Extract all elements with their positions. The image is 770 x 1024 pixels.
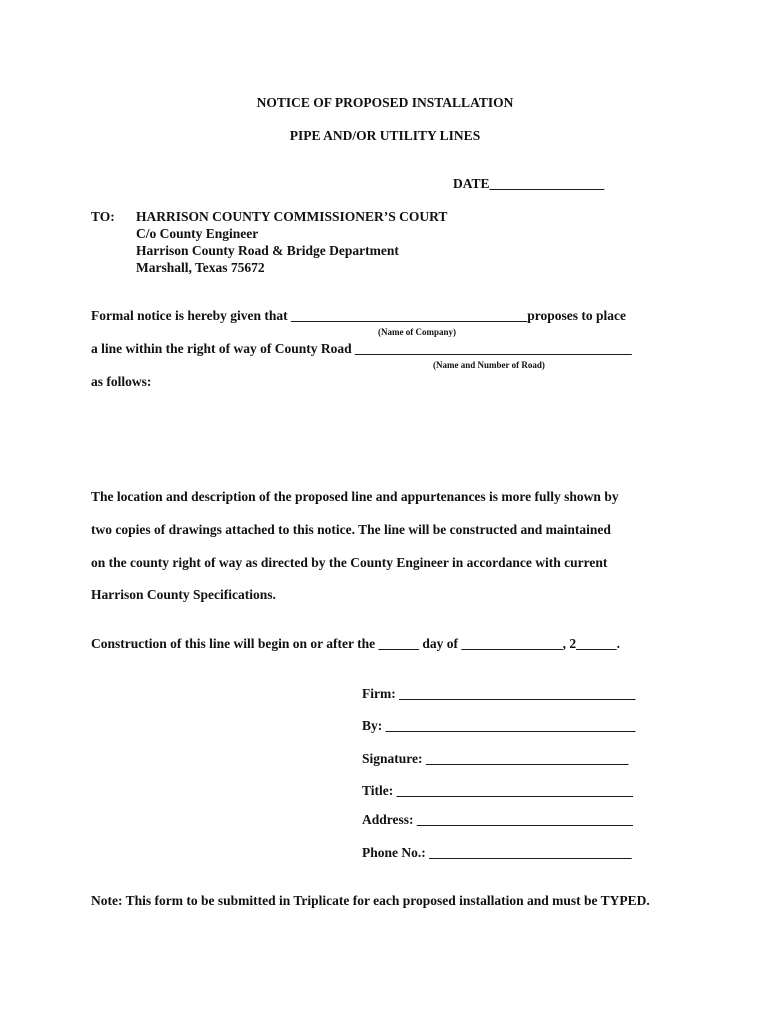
company-caption: (Name of Company) (378, 327, 456, 337)
form-subtitle: PIPE AND/OR UTILITY LINES (289, 128, 481, 143)
title-field: Title: ___________________________________ (362, 783, 633, 798)
address-field: Address: ________________________________ (362, 812, 633, 827)
construction-date-line: Construction of this line will begin on or after the ______ day of _______________, 2______. (91, 636, 621, 651)
addressee-line: HARRISON COUNTY COMMISSIONER’S COURT (136, 209, 448, 224)
description-line: two copies of drawings attached to this notice. The line will be constructed and maintained (91, 522, 611, 537)
submission-note: Note: This form to be submitted in Triplicate for each proposed installation and must be TYPED. (91, 893, 650, 908)
firm-field: Firm: ___________________________________ (362, 686, 636, 701)
to-label: TO: (91, 209, 115, 224)
signature-field: Signature: ______________________________ (362, 751, 629, 766)
notice-road-line: a line within the right of way of County Road _________________________________________ (91, 341, 632, 356)
date-field: DATE_________________ (453, 176, 605, 191)
as-follows-label: as follows: (91, 374, 152, 389)
description-line: on the county right of way as directed by the County Engineer in accordance with current (91, 555, 608, 570)
description-line: The location and description of the proposed line and appurtenances is more fully shown by (91, 489, 619, 504)
form-title: NOTICE OF PROPOSED INSTALLATION (256, 95, 514, 110)
by-field: By: _____________________________________ (362, 718, 636, 733)
notice-company-line: Formal notice is hereby given that ___________________________________proposes to place (91, 308, 626, 323)
addressee-line: C/o County Engineer (136, 226, 259, 241)
addressee-line: Harrison County Road & Bridge Department (136, 243, 399, 258)
description-line: Harrison County Specifications. (91, 587, 276, 602)
addressee-line: Marshall, Texas 75672 (136, 260, 265, 275)
road-caption: (Name and Number of Road) (433, 360, 545, 370)
phone-field: Phone No.: ______________________________ (362, 845, 632, 860)
